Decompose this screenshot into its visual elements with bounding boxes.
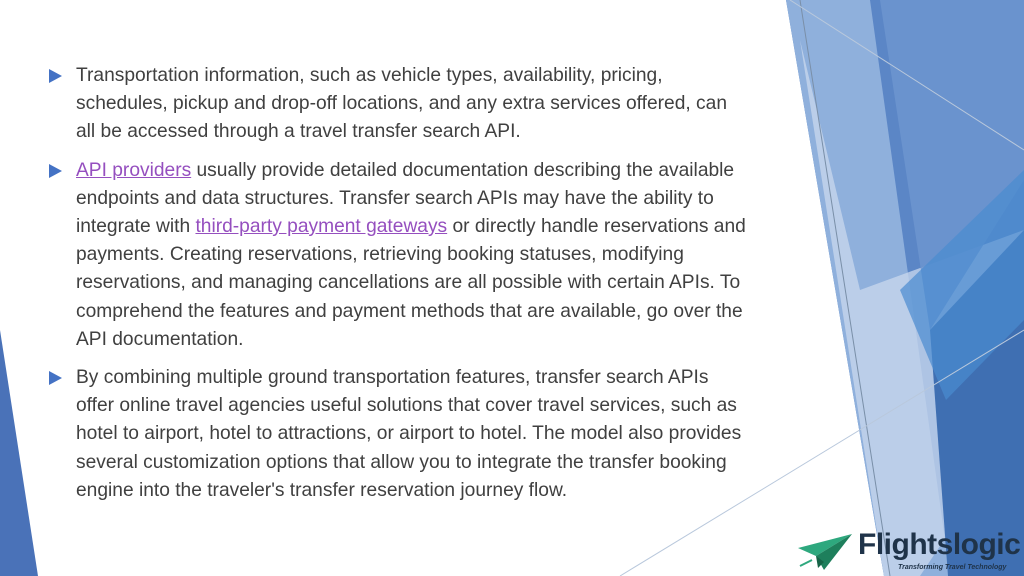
left-panel xyxy=(0,330,38,576)
bullet-text: By combining multiple ground transportation features, transfer search APIs offer online travel agencies useful solutions that cover travel services, such as hotel to airport, hotel to attractions, or airport to hotel. The model also provides several customization options that allow you to integrate the transfer booking engine into the traveler's transfer reservation journey flow. xyxy=(76,367,742,501)
brand-tagline: Transforming Travel Technology xyxy=(898,564,1007,571)
bullet-text: or directly handle reservations and payments. Creating reservations, retrieving booking statuses, modifying reservations, and managing cancellations are all possible with certain APIs. To comprehend the features and payment methods that are available, go over the API documentation. xyxy=(76,216,746,350)
bullet-text: usually provide detailed documentation describing the available endpoints and data structures. Transfer search APIs may have the ability to integrate with xyxy=(76,159,735,238)
brand-name: Flightslogic xyxy=(858,528,1021,561)
bullet-arrow-icon xyxy=(49,371,62,385)
bullet-list xyxy=(48,62,748,515)
brand-logo xyxy=(796,528,1024,576)
bullet-text: Transportation information, such as vehicle types, availability, pricing, schedules, pickup and drop-off locations, and any extra services offered, can all be accessed through a travel transfer search API. xyxy=(76,65,727,143)
bullet-item-1 xyxy=(48,62,748,147)
api-providers-link[interactable]: API providers xyxy=(76,159,192,181)
bullet-item-2 xyxy=(48,157,748,354)
bullet-arrow-icon xyxy=(49,164,62,178)
paper-plane-icon xyxy=(796,530,854,574)
bullet-item-3 xyxy=(48,364,748,505)
bullet-arrow-icon xyxy=(49,69,62,83)
payment-gateways-link[interactable]: third-party payment gateways xyxy=(195,216,448,238)
